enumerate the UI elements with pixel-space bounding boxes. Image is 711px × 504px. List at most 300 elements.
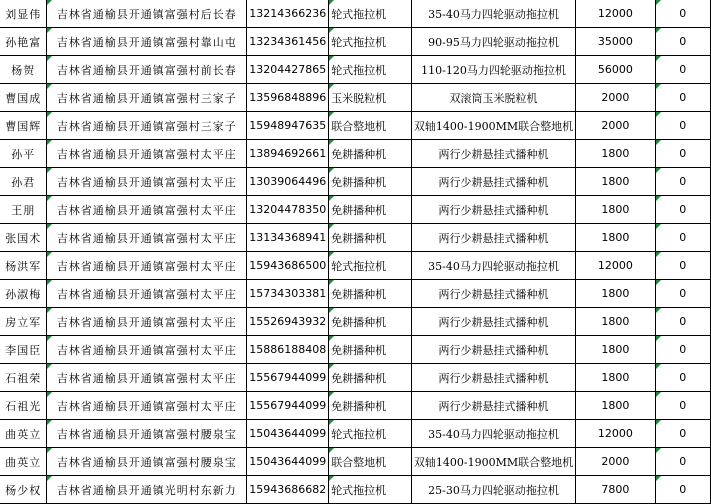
model-cell[interactable] <box>411 84 575 112</box>
machine-type-cell-text: 轮式拖拉机 <box>331 259 387 273</box>
name-cell-text: 杨少权 <box>5 483 42 497</box>
name-cell-text: 房立军 <box>5 315 42 329</box>
subsidy-cell[interactable] <box>655 168 710 196</box>
table-row <box>0 56 711 84</box>
table-row <box>0 196 711 224</box>
name-cell-text: 杨贺 <box>11 63 36 77</box>
phone-cell-text: 15043644099 <box>249 427 327 440</box>
name-cell[interactable] <box>0 224 47 252</box>
machine-type-cell-text: 免耕播种机 <box>331 343 387 357</box>
name-cell[interactable] <box>0 252 47 280</box>
error-indicator-icon <box>329 56 334 61</box>
machine-type-cell-text: 轮式拖拉机 <box>331 7 387 21</box>
table-row <box>0 308 711 336</box>
subsidy-cell[interactable] <box>655 420 710 448</box>
address-cell[interactable] <box>47 336 247 364</box>
error-indicator-icon <box>329 252 334 257</box>
error-indicator-icon <box>329 196 334 201</box>
error-indicator-icon <box>656 28 661 33</box>
subsidy-cell[interactable] <box>655 56 710 84</box>
phone-cell[interactable] <box>247 308 329 336</box>
subsidy-cell-text: 0 <box>679 91 687 104</box>
subsidy-cell-text: 0 <box>679 371 687 384</box>
price-cell-text: 12000 <box>597 259 633 272</box>
address-cell[interactable] <box>47 364 247 392</box>
table-row <box>0 112 711 140</box>
subsidy-cell[interactable] <box>655 28 710 56</box>
error-indicator-icon <box>656 476 661 481</box>
model-cell-text: 两行少耕悬挂式播种机 <box>438 231 549 245</box>
table-row <box>0 420 711 448</box>
phone-cell[interactable] <box>247 0 329 28</box>
price-cell-text: 35000 <box>597 35 633 48</box>
machine-type-cell-text: 轮式拖拉机 <box>331 483 387 497</box>
model-cell-text: 两行少耕悬挂式播种机 <box>438 315 549 329</box>
price-cell[interactable] <box>576 392 655 420</box>
address-cell-text: 吉林省通榆县开通镇富强村腰泉宝 <box>56 427 237 441</box>
subsidy-cell-text: 0 <box>679 343 687 356</box>
subsidy-cell-text: 0 <box>679 175 687 188</box>
price-cell[interactable] <box>576 224 655 252</box>
name-cell[interactable] <box>0 28 47 56</box>
subsidy-cell[interactable] <box>655 476 710 504</box>
error-indicator-icon <box>656 140 661 145</box>
phone-cell[interactable] <box>247 168 329 196</box>
subsidy-cell-text: 0 <box>679 119 687 132</box>
machine-type-cell[interactable] <box>329 112 412 140</box>
model-cell[interactable] <box>411 420 575 448</box>
address-cell-text: 吉林省通榆县开通镇富强村太平庄 <box>56 231 237 245</box>
phone-cell[interactable] <box>247 448 329 476</box>
price-cell[interactable] <box>576 168 655 196</box>
address-cell[interactable] <box>47 448 247 476</box>
address-cell[interactable] <box>47 0 247 28</box>
machine-type-cell[interactable] <box>329 420 412 448</box>
error-indicator-icon <box>47 420 52 425</box>
address-cell[interactable] <box>47 280 247 308</box>
subsidy-cell-text: 0 <box>679 231 687 244</box>
address-cell-text: 吉林省通榆县开通镇富强村后长春 <box>56 7 237 21</box>
machine-type-cell-text: 免耕播种机 <box>331 287 387 301</box>
machine-type-cell-text: 联合整地机 <box>331 119 387 133</box>
machine-type-cell[interactable] <box>329 168 412 196</box>
table-row <box>0 336 711 364</box>
error-indicator-icon <box>656 224 661 229</box>
address-cell-text: 吉林省通榆县开通镇富强村太平庄 <box>56 203 237 217</box>
machine-type-cell-text: 轮式拖拉机 <box>331 427 387 441</box>
price-cell-text: 1800 <box>601 287 630 300</box>
phone-cell-text: 15567944099 <box>249 371 327 384</box>
model-cell[interactable] <box>411 280 575 308</box>
error-indicator-icon <box>47 364 52 369</box>
error-indicator-icon <box>47 84 52 89</box>
price-cell[interactable] <box>576 336 655 364</box>
address-cell-text: 吉林省通榆县开通镇富强村三家子 <box>56 119 237 133</box>
address-cell[interactable] <box>47 224 247 252</box>
phone-cell-text: 15734303381 <box>249 287 327 300</box>
name-cell[interactable] <box>0 476 47 504</box>
phone-cell-text: 15943686500 <box>249 259 327 272</box>
machine-type-cell[interactable] <box>329 252 412 280</box>
name-cell[interactable] <box>0 392 47 420</box>
name-cell[interactable] <box>0 84 47 112</box>
machine-type-cell-text: 免耕播种机 <box>331 203 387 217</box>
error-indicator-icon <box>47 0 52 5</box>
name-cell[interactable] <box>0 364 47 392</box>
machine-type-cell[interactable] <box>329 336 412 364</box>
name-cell-text: 张国术 <box>5 231 42 245</box>
subsidy-cell[interactable] <box>655 308 710 336</box>
phone-cell[interactable] <box>247 224 329 252</box>
model-cell[interactable] <box>411 0 575 28</box>
error-indicator-icon <box>656 56 661 61</box>
phone-cell[interactable] <box>247 392 329 420</box>
model-cell-text: 双轴1400-1900MM联合整地机 <box>413 119 574 133</box>
phone-cell-text: 15886188408 <box>249 343 327 356</box>
table-row <box>0 0 711 28</box>
phone-cell[interactable] <box>247 56 329 84</box>
error-indicator-icon <box>47 168 52 173</box>
machine-type-cell[interactable] <box>329 308 412 336</box>
address-cell[interactable] <box>47 196 247 224</box>
address-cell[interactable] <box>47 56 247 84</box>
machine-type-cell-text: 免耕播种机 <box>331 371 387 385</box>
price-cell-text: 1800 <box>601 399 630 412</box>
address-cell-text: 吉林省通榆县开通镇富强村太平庄 <box>56 399 237 413</box>
price-cell[interactable] <box>576 0 655 28</box>
phone-cell[interactable] <box>247 196 329 224</box>
phone-cell[interactable] <box>247 252 329 280</box>
machine-type-cell-text: 轮式拖拉机 <box>331 35 387 49</box>
address-cell-text: 吉林省通榆县开通镇富强村太平庄 <box>56 259 237 273</box>
subsidy-cell[interactable] <box>655 280 710 308</box>
error-indicator-icon <box>329 448 334 453</box>
error-indicator-icon <box>47 448 52 453</box>
price-cell[interactable] <box>576 476 655 504</box>
model-cell[interactable] <box>411 308 575 336</box>
model-cell[interactable] <box>411 392 575 420</box>
model-cell[interactable] <box>411 336 575 364</box>
phone-cell[interactable] <box>247 28 329 56</box>
model-cell[interactable] <box>411 252 575 280</box>
phone-cell-text: 15043644099 <box>249 455 327 468</box>
phone-cell[interactable] <box>247 112 329 140</box>
price-cell[interactable] <box>576 28 655 56</box>
error-indicator-icon <box>47 224 52 229</box>
model-cell[interactable] <box>411 364 575 392</box>
price-cell[interactable] <box>576 84 655 112</box>
address-cell-text: 吉林省通榆县开通镇富强村靠山屯 <box>56 35 237 49</box>
table-row <box>0 28 711 56</box>
model-cell-text: 两行少耕悬挂式播种机 <box>438 399 549 413</box>
error-indicator-icon <box>656 84 661 89</box>
name-cell[interactable] <box>0 280 47 308</box>
price-cell[interactable] <box>576 56 655 84</box>
model-cell-text: 35-40马力四轮驱动拖拉机 <box>428 427 559 441</box>
name-cell[interactable] <box>0 448 47 476</box>
error-indicator-icon <box>47 196 52 201</box>
phone-cell[interactable] <box>247 476 329 504</box>
phone-cell-text: 15948947635 <box>249 119 327 132</box>
subsidy-cell-text: 0 <box>679 203 687 216</box>
subsidy-cell-text: 0 <box>679 399 687 412</box>
model-cell[interactable] <box>411 112 575 140</box>
subsidy-cell-text: 0 <box>679 427 687 440</box>
subsidy-cell-text: 0 <box>679 35 687 48</box>
subsidy-cell[interactable] <box>655 336 710 364</box>
name-cell[interactable] <box>0 196 47 224</box>
model-cell-text: 90-95马力四轮驱动拖拉机 <box>428 35 559 49</box>
subsidy-cell-text: 0 <box>679 315 687 328</box>
subsidy-cell[interactable] <box>655 84 710 112</box>
machine-type-cell[interactable] <box>329 140 412 168</box>
address-cell-text: 吉林省通榆县开通镇富强村太平庄 <box>56 343 237 357</box>
price-cell-text: 7800 <box>601 483 630 496</box>
price-cell[interactable] <box>576 448 655 476</box>
price-cell-text: 1800 <box>601 147 630 160</box>
error-indicator-icon <box>47 252 52 257</box>
address-cell[interactable] <box>47 84 247 112</box>
subsidy-cell[interactable] <box>655 112 710 140</box>
error-indicator-icon <box>329 0 334 5</box>
machine-type-cell-text: 免耕播种机 <box>331 147 387 161</box>
price-cell[interactable] <box>576 252 655 280</box>
address-cell-text: 吉林省通榆县开通镇富强村腰泉宝 <box>56 455 237 469</box>
address-cell-text: 吉林省通榆县开通镇光明村东新力 <box>56 483 237 497</box>
subsidy-cell[interactable] <box>655 0 710 28</box>
table-row <box>0 224 711 252</box>
model-cell-text: 两行少耕悬挂式播种机 <box>438 147 549 161</box>
machine-type-cell[interactable] <box>329 224 412 252</box>
model-cell-text: 35-40马力四轮驱动拖拉机 <box>428 7 559 21</box>
price-cell-text: 2000 <box>601 119 630 132</box>
machine-type-cell[interactable] <box>329 196 412 224</box>
name-cell-text: 曲英立 <box>5 455 42 469</box>
name-cell[interactable] <box>0 308 47 336</box>
machine-type-cell[interactable] <box>329 0 412 28</box>
address-cell-text: 吉林省通榆县开通镇富强村太平庄 <box>56 315 237 329</box>
error-indicator-icon <box>329 112 334 117</box>
error-indicator-icon <box>329 420 334 425</box>
model-cell-text: 双滚筒玉米脱粒机 <box>449 91 538 105</box>
machine-type-cell[interactable] <box>329 392 412 420</box>
price-cell[interactable] <box>576 140 655 168</box>
machine-type-cell[interactable] <box>329 28 412 56</box>
price-cell[interactable] <box>576 364 655 392</box>
model-cell-text: 两行少耕悬挂式播种机 <box>438 175 549 189</box>
error-indicator-icon <box>47 56 52 61</box>
model-cell-text: 110-120马力四轮驱动拖拉机 <box>421 63 566 77</box>
name-cell-text: 李国臣 <box>5 343 42 357</box>
model-cell-text: 35-40马力四轮驱动拖拉机 <box>428 259 559 273</box>
error-indicator-icon <box>329 168 334 173</box>
name-cell[interactable] <box>0 168 47 196</box>
name-cell[interactable] <box>0 336 47 364</box>
address-cell[interactable] <box>47 252 247 280</box>
phone-cell-text: 15943686682 <box>249 483 327 496</box>
machine-type-cell[interactable] <box>329 476 412 504</box>
error-indicator-icon <box>329 28 334 33</box>
price-cell[interactable] <box>576 308 655 336</box>
price-cell-text: 56000 <box>597 63 633 76</box>
phone-cell-text: 13234361456 <box>249 35 327 48</box>
subsidy-cell[interactable] <box>655 196 710 224</box>
table-row <box>0 140 711 168</box>
name-cell[interactable] <box>0 0 47 28</box>
machine-type-cell[interactable] <box>329 364 412 392</box>
model-cell-text: 两行少耕悬挂式播种机 <box>438 343 549 357</box>
address-cell[interactable] <box>47 420 247 448</box>
phone-cell-text: 13039064496 <box>249 175 327 188</box>
phone-cell-text: 13214366236 <box>249 7 327 20</box>
error-indicator-icon <box>47 392 52 397</box>
error-indicator-icon <box>329 392 334 397</box>
subsidy-cell-text: 0 <box>679 63 687 76</box>
phone-cell[interactable] <box>247 364 329 392</box>
address-cell[interactable] <box>47 112 247 140</box>
phone-cell-text: 13134368941 <box>249 231 327 244</box>
price-cell[interactable] <box>576 420 655 448</box>
subsidy-cell-text: 0 <box>679 259 687 272</box>
table-row <box>0 476 711 504</box>
phone-cell-text: 13894692661 <box>249 147 327 160</box>
model-cell[interactable] <box>411 28 575 56</box>
machine-type-cell[interactable] <box>329 84 412 112</box>
phone-cell[interactable] <box>247 280 329 308</box>
error-indicator-icon <box>656 308 661 313</box>
name-cell[interactable] <box>0 56 47 84</box>
name-cell[interactable] <box>0 420 47 448</box>
error-indicator-icon <box>656 280 661 285</box>
name-cell-text: 曹国成 <box>5 91 42 105</box>
name-cell-text: 曲英立 <box>5 427 42 441</box>
error-indicator-icon <box>656 448 661 453</box>
address-cell-text: 吉林省通榆县开通镇富强村太平庄 <box>56 287 237 301</box>
table-row <box>0 252 711 280</box>
address-cell[interactable] <box>47 168 247 196</box>
subsidy-cell[interactable] <box>655 224 710 252</box>
error-indicator-icon <box>329 84 334 89</box>
price-cell-text: 1800 <box>601 343 630 356</box>
price-cell[interactable] <box>576 112 655 140</box>
error-indicator-icon <box>656 364 661 369</box>
phone-cell[interactable] <box>247 336 329 364</box>
model-cell[interactable] <box>411 140 575 168</box>
address-cell-text: 吉林省通榆县开通镇富强村太平庄 <box>56 175 237 189</box>
model-cell[interactable] <box>411 196 575 224</box>
model-cell[interactable] <box>411 56 575 84</box>
phone-cell[interactable] <box>247 420 329 448</box>
phone-cell[interactable] <box>247 84 329 112</box>
model-cell[interactable] <box>411 448 575 476</box>
price-cell-text: 1800 <box>601 315 630 328</box>
model-cell[interactable] <box>411 476 575 504</box>
name-cell-text: 刘显伟 <box>5 7 42 21</box>
model-cell-text: 两行少耕悬挂式播种机 <box>438 203 549 217</box>
machine-type-cell-text: 免耕播种机 <box>331 175 387 189</box>
model-cell-text: 25-30马力四轮驱动拖拉机 <box>428 483 559 497</box>
machine-type-cell-text: 免耕播种机 <box>331 231 387 245</box>
error-indicator-icon <box>47 112 52 117</box>
machine-type-cell[interactable] <box>329 448 412 476</box>
table-row <box>0 84 711 112</box>
address-cell[interactable] <box>47 476 247 504</box>
table-row <box>0 168 711 196</box>
machine-type-cell-text: 玉米脱粒机 <box>331 91 387 105</box>
address-cell[interactable] <box>47 392 247 420</box>
address-cell-text: 吉林省通榆县开通镇富强村前长春 <box>56 63 237 77</box>
name-cell[interactable] <box>0 140 47 168</box>
error-indicator-icon <box>47 476 52 481</box>
machine-type-cell-text: 免耕播种机 <box>331 399 387 413</box>
phone-cell-text: 13596848896 <box>249 91 327 104</box>
price-cell-text: 1800 <box>601 175 630 188</box>
phone-cell-text: 15526943932 <box>249 315 327 328</box>
subsidy-cell[interactable] <box>655 252 710 280</box>
price-cell-text: 1800 <box>601 203 630 216</box>
price-cell-text: 1800 <box>601 371 630 384</box>
machine-type-cell[interactable] <box>329 280 412 308</box>
subsidy-cell[interactable] <box>655 448 710 476</box>
error-indicator-icon <box>329 336 334 341</box>
table-row <box>0 280 711 308</box>
price-cell-text: 2000 <box>601 91 630 104</box>
error-indicator-icon <box>47 308 52 313</box>
error-indicator-icon <box>329 224 334 229</box>
subsidy-cell[interactable] <box>655 364 710 392</box>
error-indicator-icon <box>47 336 52 341</box>
price-cell-text: 2000 <box>601 455 630 468</box>
error-indicator-icon <box>656 252 661 257</box>
name-cell-text: 曹国辉 <box>5 119 42 133</box>
price-cell-text: 12000 <box>597 7 633 20</box>
machine-type-cell-text: 免耕播种机 <box>331 315 387 329</box>
address-cell-text: 吉林省通榆县开通镇富强村太平庄 <box>56 147 237 161</box>
model-cell[interactable] <box>411 168 575 196</box>
table-row <box>0 392 711 420</box>
subsidy-cell-text: 0 <box>679 483 687 496</box>
table-row <box>0 364 711 392</box>
address-cell-text: 吉林省通榆县开通镇富强村太平庄 <box>56 371 237 385</box>
model-cell[interactable] <box>411 224 575 252</box>
name-cell-text: 石祖荣 <box>5 371 42 385</box>
error-indicator-icon <box>47 28 52 33</box>
address-cell[interactable] <box>47 140 247 168</box>
price-cell-text: 1800 <box>601 231 630 244</box>
name-cell-text: 石祖光 <box>5 399 42 413</box>
address-cell[interactable] <box>47 28 247 56</box>
name-cell-text: 王朋 <box>11 203 36 217</box>
machine-type-cell-text: 轮式拖拉机 <box>331 63 387 77</box>
phone-cell-text: 13204478350 <box>249 203 327 216</box>
address-cell[interactable] <box>47 308 247 336</box>
price-cell-text: 12000 <box>597 427 633 440</box>
price-cell[interactable] <box>576 280 655 308</box>
name-cell-text: 孙君 <box>11 175 36 189</box>
subsidy-cell[interactable] <box>655 140 710 168</box>
machine-type-cell[interactable] <box>329 56 412 84</box>
error-indicator-icon <box>329 364 334 369</box>
subsidy-cell[interactable] <box>655 392 710 420</box>
name-cell-text: 孙淑梅 <box>5 287 42 301</box>
error-indicator-icon <box>47 140 52 145</box>
error-indicator-icon <box>329 280 334 285</box>
phone-cell[interactable] <box>247 140 329 168</box>
error-indicator-icon <box>329 140 334 145</box>
name-cell[interactable] <box>0 112 47 140</box>
price-cell[interactable] <box>576 196 655 224</box>
name-cell-text: 孙艳富 <box>5 35 42 49</box>
